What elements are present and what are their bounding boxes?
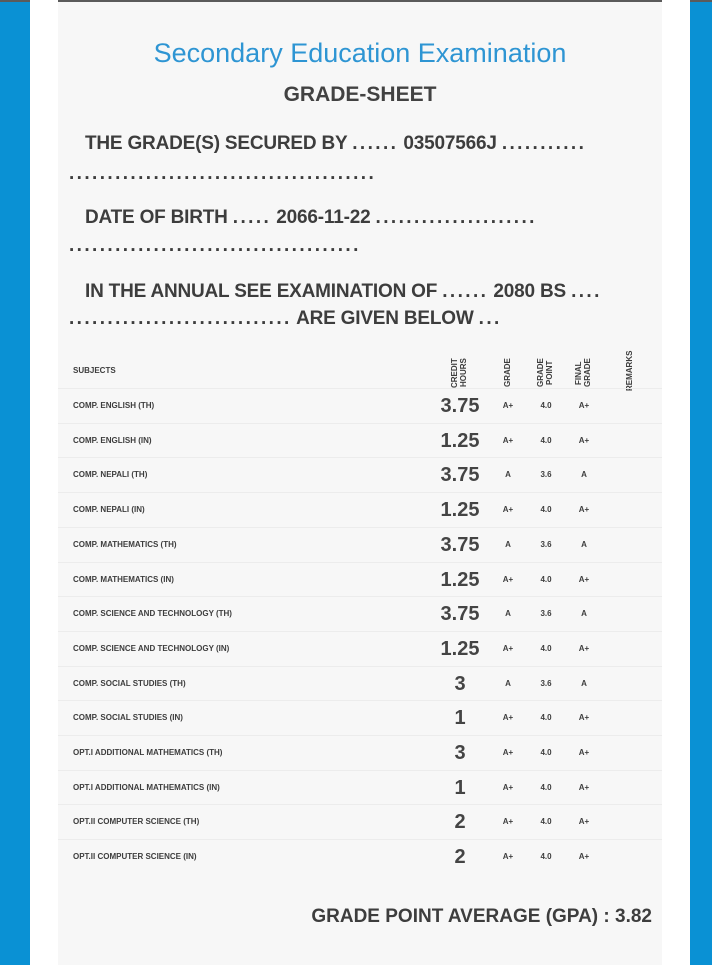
credit-hours-cell: 1.25 (440, 429, 480, 452)
grade-point-cell: 4.0 (540, 713, 552, 723)
final-grade-cell: A+ (578, 782, 590, 792)
table-row (58, 666, 662, 701)
table-row (58, 631, 662, 666)
table-row (58, 770, 662, 805)
grade-cell: A+ (502, 574, 514, 584)
table-row (58, 596, 662, 631)
credit-hours-cell: 3 (454, 672, 466, 695)
subject-cell: COMP. MATHEMATICS (IN) (73, 574, 174, 584)
subject-cell: COMP. SCIENCE AND TECHNOLOGY (IN) (73, 643, 230, 653)
table-row (58, 804, 662, 839)
final-grade-cell: A+ (578, 852, 590, 862)
sheet-title: GRADE-SHEET (283, 83, 437, 106)
final-grade-cell: A+ (578, 748, 590, 757)
table-row (58, 388, 662, 423)
header-credit-hours: CREDIT HOURS (450, 358, 468, 388)
gpa-value: 3.82 (615, 906, 652, 927)
table-row (58, 457, 662, 492)
grade-cell: A+ (502, 817, 514, 827)
gpa-label: GRADE POINT AVERAGE (GPA) : (311, 906, 610, 927)
dob-dots: ...................................... (69, 235, 361, 256)
date-of-birth: 2066-11-22 (276, 207, 371, 228)
final-grade-cell: A+ (578, 505, 590, 515)
grade-point-cell: 4.0 (540, 643, 552, 653)
grade-point-cell: 4.0 (540, 782, 552, 792)
grade-point-cell: 3.6 (540, 609, 552, 619)
subject-cell: COMP. NEPALI (TH) (73, 470, 148, 480)
grade-cell: A+ (502, 401, 514, 410)
final-grade-cell: A+ (578, 643, 590, 653)
grade-cell: A+ (502, 643, 514, 653)
table-row (58, 839, 662, 874)
header-final-grade: FINAL GRADE (574, 358, 592, 388)
grade-point-cell: 4.0 (540, 852, 552, 862)
grade-point-cell: 4.0 (540, 401, 552, 410)
credit-hours-cell: 1 (454, 776, 466, 799)
subject-cell: OPT.II COMPUTER SCIENCE (TH) (73, 817, 200, 827)
final-grade-cell: A+ (578, 435, 590, 445)
credit-hours-cell: 3.75 (440, 533, 480, 556)
header-remarks: REMARKS (625, 350, 634, 392)
grade-cell: A (505, 678, 511, 688)
exam-label: IN THE ANNUAL SEE EXAMINATION OF (85, 281, 438, 302)
secured-by-dots: ........................................ (69, 163, 377, 184)
final-grade-cell: A+ (578, 401, 590, 410)
grade-cell: A (505, 539, 511, 549)
dob-label: DATE OF BIRTH (85, 207, 228, 228)
subject-cell: COMP. ENGLISH (IN) (73, 435, 152, 445)
exam-year: 2080 BS (493, 281, 566, 302)
subject-cell: OPT.I ADDITIONAL MATHEMATICS (IN) (73, 782, 220, 792)
grade-point-cell: 4.0 (540, 435, 552, 445)
final-grade-cell: A (581, 609, 587, 619)
grade-point-cell: 3.6 (540, 470, 552, 480)
table-row (58, 700, 662, 735)
subject-cell: OPT.I ADDITIONAL MATHEMATICS (TH) (73, 748, 223, 757)
subject-cell: COMP. NEPALI (IN) (73, 505, 145, 515)
header-grade: GRADE (503, 358, 512, 388)
given-below-text: ARE GIVEN BELOW (296, 308, 474, 329)
grade-point-cell: 4.0 (540, 574, 552, 584)
table-row (58, 492, 662, 527)
table-row (58, 562, 662, 597)
final-grade-cell: A (581, 539, 587, 549)
final-grade-cell: A+ (578, 574, 590, 584)
grade-cell: A+ (502, 713, 514, 723)
grade-cell: A+ (502, 748, 514, 757)
grade-point-cell: 3.6 (540, 539, 552, 549)
grade-cell: A+ (502, 782, 514, 792)
grade-cell: A (505, 470, 511, 480)
credit-hours-cell: 1.25 (440, 568, 480, 591)
grade-cell: A+ (502, 505, 514, 515)
credit-hours-cell: 2 (454, 811, 466, 834)
secured-by-label: THE GRADE(S) SECURED BY (85, 133, 348, 154)
final-grade-cell: A (581, 678, 587, 688)
credit-hours-cell: 3.75 (440, 603, 480, 626)
credit-hours-cell: 3 (454, 742, 466, 764)
grade-point-cell: 3.6 (540, 678, 552, 688)
table-row (58, 735, 662, 770)
symbol-number: 03507566J (403, 133, 497, 154)
final-grade-cell: A+ (578, 713, 590, 723)
grade-cell: A (505, 609, 511, 619)
grade-point-cell: 4.0 (540, 817, 552, 827)
subject-cell: COMP. ENGLISH (TH) (73, 401, 155, 410)
grade-point-cell: 4.0 (540, 748, 552, 757)
credit-hours-cell: 1.25 (440, 499, 480, 522)
subject-cell: COMP. SCIENCE AND TECHNOLOGY (TH) (73, 609, 232, 619)
subject-cell: COMP. SOCIAL STUDIES (TH) (73, 678, 186, 688)
given-below-line: ............................. ARE GIVEN BELOW ... (69, 308, 502, 329)
gpa-line (311, 906, 652, 928)
table-row (58, 423, 662, 458)
header-subjects: SUBJECTS (73, 366, 116, 375)
credit-hours-cell: 1.25 (440, 637, 480, 660)
subject-cell: OPT.II COMPUTER SCIENCE (IN) (73, 852, 197, 862)
credit-hours-cell: 1 (454, 707, 466, 730)
exam-line: IN THE ANNUAL SEE EXAMINATION OF ...... 2080 BS .... (85, 281, 602, 302)
grade-sheet (58, 2, 662, 965)
grade-cell: A+ (502, 435, 514, 445)
table-row (58, 527, 662, 562)
credit-hours-cell: 3.75 (440, 464, 480, 487)
final-grade-cell: A (581, 470, 587, 480)
credit-hours-cell: 3.75 (440, 395, 480, 417)
final-grade-cell: A+ (578, 817, 590, 827)
credit-hours-cell: 2 (454, 846, 466, 869)
exam-title: Secondary Education Examination (153, 38, 567, 68)
secured-by-line: THE GRADE(S) SECURED BY ...... 03507566J ........... (85, 133, 587, 154)
left-white-strip (30, 0, 58, 965)
grade-cell: A+ (502, 852, 514, 862)
header-grade-point: GRADE POINT (536, 358, 554, 388)
dob-line: DATE OF BIRTH ..... 2066-11-22 ..................... (85, 207, 537, 228)
right-white-strip (662, 0, 690, 965)
grade-point-cell: 4.0 (540, 505, 552, 515)
subject-cell: COMP. MATHEMATICS (TH) (73, 539, 177, 549)
subject-cell: COMP. SOCIAL STUDIES (IN) (73, 713, 183, 723)
